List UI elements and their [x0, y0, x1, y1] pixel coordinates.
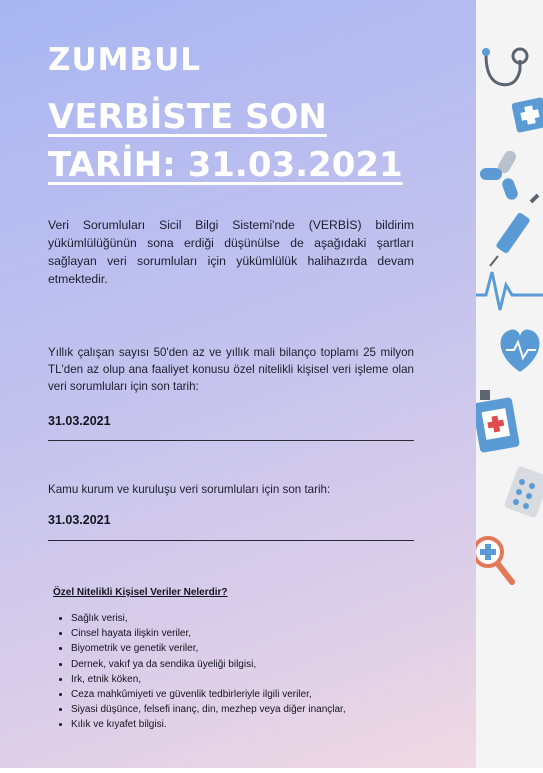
list-item: • Ceza mahkûmiyeti ve güvenlik tedbirleriyle ilgili veriler, — [71, 687, 363, 702]
special-data-heading: Özel Nitelikli Kişisel Veriler Nelerdir? — [53, 587, 228, 598]
divider — [48, 540, 414, 541]
list-item: • Irk, etnik köken, — [71, 672, 363, 687]
private-sector-deadline: 31.03.2021 — [48, 414, 111, 428]
list-item: • Dernek, vakıf ya da sendika üyeliği bilgisi, — [71, 657, 363, 672]
list-item: • Kılık ve kıyafet bilgisi. — [71, 717, 363, 732]
title-line-1: VERBİSTE SON — [48, 97, 327, 137]
stethoscope-icon — [482, 48, 527, 85]
pill-blister-icon — [504, 466, 543, 519]
list-item: • Biyometrik ve genetik veriler, — [71, 641, 363, 656]
page-title — [48, 93, 468, 189]
brand-logo: ZUMBUL — [48, 42, 202, 78]
heart-icon — [501, 330, 540, 372]
first-aid-kit-icon — [511, 97, 543, 133]
heartbeat-icon — [476, 272, 543, 310]
syringe-icon — [490, 195, 538, 266]
list-item: • Cinsel hayata ilişkin veriler, — [71, 626, 363, 641]
special-data-list — [57, 611, 363, 733]
medicine-bottle-icon — [476, 390, 520, 453]
title-line-2: TARİH: 31.03.2021 — [48, 145, 403, 185]
medical-icons-illustration — [476, 0, 543, 768]
public-sector-deadline: 31.03.2021 — [48, 513, 111, 527]
medical-icons-sidebar — [476, 0, 543, 768]
magnifier-icon — [476, 538, 512, 582]
list-item: • Siyasi düşünce, felsefi inanç, din, mezhep veya diğer inançlar, — [71, 702, 363, 717]
private-sector-paragraph: Yıllık çalışan sayısı 50'den az ve yıllık mali bilanço toplamı 25 milyon TL'den az olup ana faaliyet konusu özel nitelikli kişisel veri işleme olan veri sorumluları için son tarih: — [48, 346, 414, 393]
public-sector-paragraph: Kamu kurum ve kuruluşu veri sorumluları için son tarih: — [48, 483, 331, 496]
intro-paragraph: Veri Sorumluları Sicil Bilgi Sistemi'nde (VERBİS) bildirim yükümlülüğünün sona erdiği düşünülse de aşağıdaki şartları sağlayan veri sorumluları için yükümlülük halihazırda devam etmektedir. — [48, 218, 414, 286]
divider — [48, 440, 414, 441]
list-item: • Sağlık verisi, — [71, 611, 363, 626]
pill-capsule-icon — [480, 149, 519, 202]
